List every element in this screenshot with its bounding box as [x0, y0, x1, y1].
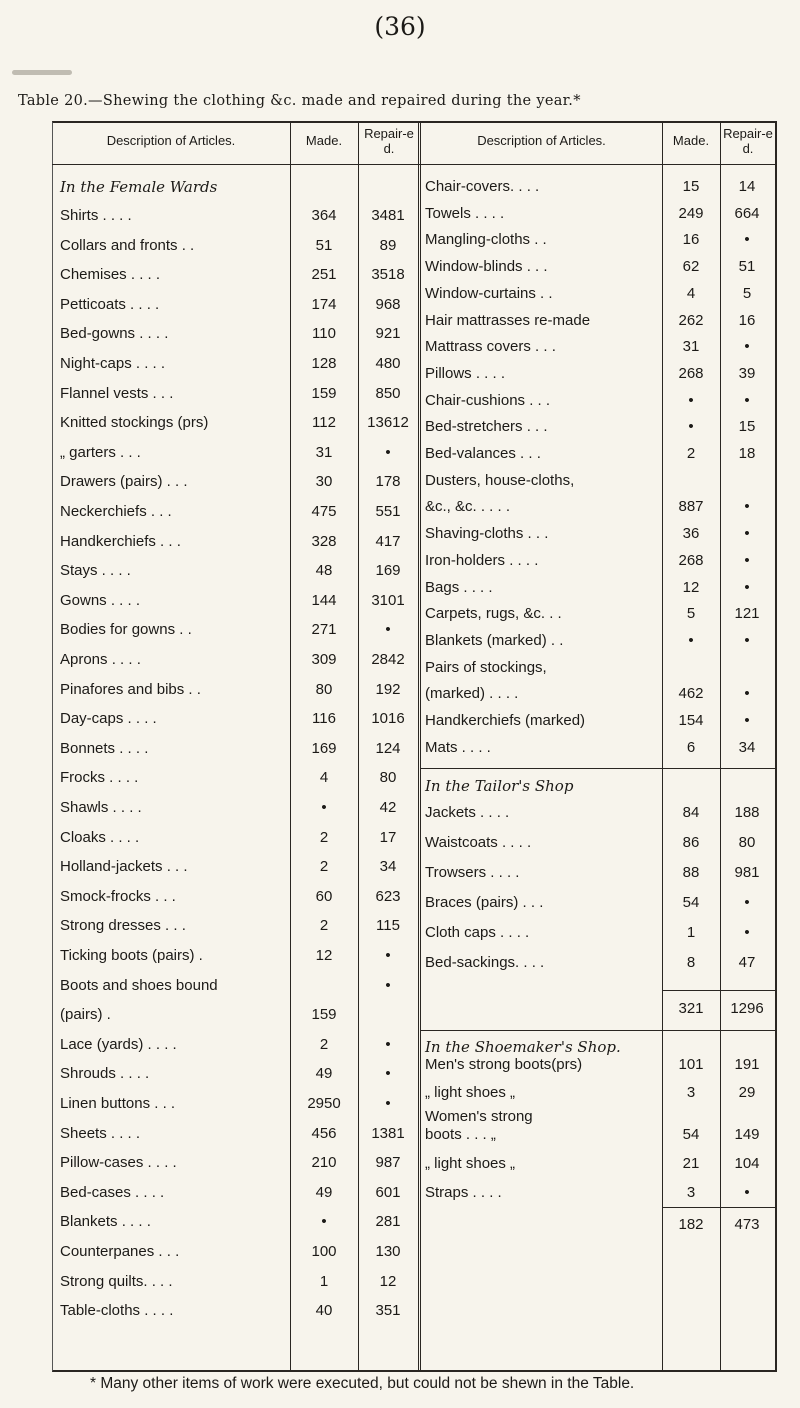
- section-tailor-shop: In the Tailor's Shop: [425, 777, 574, 795]
- article-name: Bed-gowns . . . .: [60, 325, 169, 343]
- repaired-count: 551: [375, 503, 401, 520]
- article-name: Pinafores and bibs . .: [60, 680, 201, 698]
- article-name: Petticoats . . . .: [60, 295, 160, 313]
- made-count: 49: [315, 1065, 333, 1083]
- made-count: 1: [319, 1272, 329, 1290]
- article-name: Frocks . . . .: [60, 769, 139, 787]
- made-count: 80: [315, 680, 333, 698]
- made-count: 40: [315, 1302, 333, 1320]
- page-number: (36): [374, 12, 426, 41]
- article-name: Lace (yards) . . . .: [60, 1035, 177, 1053]
- table-title-prefix: Table 20.—: [18, 93, 103, 109]
- article-name: Flannel vests . . .: [60, 384, 174, 402]
- header-description-left: Description of Articles.: [106, 133, 236, 148]
- repaired-count: 47: [738, 954, 756, 971]
- made-count: 456: [311, 1124, 337, 1142]
- made-count: 60: [315, 887, 333, 905]
- subtotal-rule: [662, 990, 776, 991]
- made-count: 100: [311, 1243, 337, 1260]
- made-count: •: [321, 1213, 327, 1231]
- made-count: 16: [682, 231, 700, 249]
- made-count: 112: [312, 414, 336, 432]
- repaired-count: 188: [734, 804, 760, 821]
- col-divider-center: [418, 121, 421, 1370]
- ink-mark: [12, 70, 72, 75]
- repaired-count: •: [385, 621, 391, 639]
- made-count: 251: [311, 266, 337, 284]
- repaired-count: 12: [379, 1272, 397, 1290]
- article-name: Cloth caps . . . .: [425, 924, 530, 941]
- made-count: 54: [682, 894, 700, 911]
- made-count: 48: [315, 562, 333, 580]
- made-count: 30: [315, 473, 333, 491]
- article-name: Gowns . . . .: [60, 591, 141, 609]
- article-name: &c., &c. . . . .: [425, 498, 511, 516]
- made-count: 154: [678, 712, 704, 729]
- repaired-count: •: [744, 894, 750, 911]
- repaired-count: 1381: [371, 1124, 405, 1142]
- made-count: 2950: [307, 1095, 341, 1112]
- repaired-count: 3481: [371, 207, 405, 224]
- repaired-count: 104: [734, 1155, 760, 1172]
- repaired-count: •: [744, 338, 750, 356]
- made-count: •: [688, 631, 694, 649]
- repaired-count: 121: [734, 605, 760, 623]
- made-count: 86: [682, 834, 700, 851]
- header-description-right: Description of Articles.: [477, 133, 606, 148]
- article-name: Stays . . . .: [60, 562, 131, 580]
- made-count: 101: [678, 1056, 704, 1073]
- repaired-count: 14: [738, 178, 756, 195]
- repaired-count: 921: [375, 325, 401, 343]
- made-count: 144: [311, 591, 337, 609]
- made-count: 309: [311, 651, 337, 668]
- repaired-count: 987: [375, 1154, 401, 1172]
- article-name: Aprons . . . .: [60, 651, 141, 668]
- article-name: Jackets . . . .: [425, 804, 510, 821]
- article-name: Day-caps . . . .: [60, 710, 157, 728]
- made-count: 169: [311, 739, 337, 757]
- header-rule: [52, 164, 776, 165]
- repaired-count: 51: [738, 258, 756, 276]
- article-name: Trowsers . . . .: [425, 864, 520, 881]
- repaired-count: 281: [375, 1213, 401, 1231]
- made-count: 4: [319, 769, 329, 787]
- repaired-count: 16: [738, 311, 756, 329]
- repaired-count: 80: [738, 834, 756, 851]
- made-count: 15: [682, 178, 700, 195]
- repaired-count: •: [744, 578, 750, 596]
- repaired-count: 5: [742, 284, 752, 302]
- made-count: 8: [686, 954, 696, 971]
- article-name: (marked) . . . .: [425, 685, 519, 703]
- article-name: Dusters, house-cloths,: [425, 471, 575, 489]
- repaired-count: 192: [375, 680, 401, 698]
- repaired-count: •: [744, 498, 750, 516]
- made-count: 364: [311, 207, 337, 224]
- article-name: Strong dresses . . .: [60, 917, 186, 935]
- tailor-total-repaired: 1296: [730, 1000, 764, 1017]
- repaired-count: 80: [379, 769, 397, 787]
- repaired-count: 664: [734, 204, 760, 222]
- article-name: Ticking boots (pairs) .: [60, 947, 203, 964]
- repaired-count: •: [385, 976, 391, 994]
- article-name: Women's strong: [425, 1108, 533, 1125]
- made-count: 54: [682, 1126, 700, 1143]
- repaired-count: 124: [375, 739, 401, 757]
- repaired-count: •: [385, 1035, 391, 1053]
- repaired-count: •: [744, 391, 750, 409]
- section-rule: [421, 1030, 776, 1031]
- article-name: Shrouds . . . .: [60, 1065, 150, 1083]
- article-name: Smock-frocks . . .: [60, 887, 176, 905]
- article-name: Straps . . . .: [425, 1184, 502, 1201]
- header-made-left: Made.: [305, 133, 343, 148]
- article-name: Bed-valances . . .: [425, 445, 541, 462]
- repaired-count: 2842: [371, 651, 405, 668]
- repaired-count: 601: [375, 1183, 401, 1201]
- made-count: 88: [682, 864, 700, 881]
- repaired-count: •: [385, 1065, 391, 1083]
- repaired-count: 34: [379, 858, 397, 876]
- made-count: 12: [315, 947, 333, 964]
- made-count: 268: [678, 364, 704, 382]
- made-count: •: [321, 799, 327, 816]
- repaired-count: 3101: [371, 591, 405, 609]
- made-count: 6: [686, 738, 696, 756]
- header-repaired-right: Repair-ed.: [723, 126, 773, 156]
- article-name: Iron-holders . . . .: [425, 551, 539, 569]
- footnote: * Many other items of work were executed, but could not be shewn in the Table.: [90, 1375, 635, 1392]
- article-name: Collars and fronts . .: [60, 236, 195, 254]
- article-name: Handkerchiefs . . .: [60, 532, 181, 550]
- made-count: 262: [678, 311, 704, 329]
- made-count: 462: [678, 685, 704, 703]
- repaired-count: 1016: [371, 710, 405, 728]
- made-count: 3: [686, 1084, 696, 1101]
- made-count: 159: [311, 384, 337, 402]
- article-name: Bonnets . . . .: [60, 739, 149, 757]
- article-name: Pairs of stockings,: [425, 658, 547, 676]
- repaired-count: 115: [376, 917, 400, 935]
- article-name: Window-curtains . .: [425, 284, 553, 302]
- article-name: Counterpanes . . .: [60, 1243, 180, 1260]
- made-count: 2: [686, 445, 696, 462]
- article-name: Sheets . . . .: [60, 1124, 141, 1142]
- repaired-count: 18: [738, 445, 756, 462]
- repaired-count: •: [744, 631, 750, 649]
- article-name: Table-cloths . . . .: [60, 1302, 174, 1320]
- made-count: •: [688, 391, 694, 409]
- article-name: Knitted stockings (prs): [60, 414, 209, 432]
- header-made-right: Made.: [672, 133, 710, 148]
- tailor-total-made: 321: [678, 1000, 704, 1017]
- made-count: 4: [686, 284, 696, 302]
- made-count: 1: [686, 924, 696, 941]
- article-name: Towels . . . .: [425, 204, 505, 222]
- made-count: 174: [311, 295, 337, 313]
- repaired-count: •: [744, 685, 750, 703]
- article-name: (pairs) .: [60, 1006, 111, 1024]
- repaired-count: 351: [375, 1302, 401, 1320]
- made-count: 5: [686, 605, 696, 623]
- article-name: Mangling-cloths . .: [425, 231, 547, 249]
- made-count: 12: [682, 578, 700, 596]
- section-rule: [421, 768, 776, 769]
- made-count: 84: [682, 804, 700, 821]
- subtotal-rule: [662, 1207, 776, 1208]
- repaired-count: •: [744, 924, 750, 941]
- made-count: 887: [678, 498, 704, 516]
- made-count: 31: [682, 338, 700, 356]
- repaired-count: 178: [375, 473, 401, 491]
- made-count: 110: [312, 325, 336, 343]
- repaired-count: 39: [738, 364, 756, 382]
- made-count: 2: [319, 1035, 329, 1053]
- repaired-count: 149: [734, 1126, 760, 1143]
- made-count: 116: [312, 710, 336, 728]
- article-name: Chair-cushions . . .: [425, 391, 551, 409]
- article-name: Pillow-cases . . . .: [60, 1154, 177, 1172]
- article-name: „ light shoes „: [425, 1155, 516, 1172]
- article-name: Chemises . . . .: [60, 266, 161, 284]
- article-name: Braces (pairs) . . .: [425, 894, 544, 911]
- table-title-text: Shewing the clothing &c. made and repaired during the year.*: [102, 93, 581, 109]
- made-count: 210: [311, 1154, 337, 1172]
- repaired-count: •: [744, 1184, 750, 1201]
- article-name: Carpets, rugs, &c. . .: [425, 605, 562, 623]
- article-name: Bed-stretchers . . .: [425, 418, 548, 436]
- repaired-count: 34: [738, 738, 756, 756]
- shoemaker-total-made: 182: [678, 1216, 704, 1233]
- article-name: Shaving-cloths . . .: [425, 525, 549, 543]
- article-name: Mattrass covers . . .: [425, 338, 556, 356]
- article-name: Cloaks . . . .: [60, 828, 140, 846]
- made-count: 2: [319, 917, 329, 935]
- article-name: Window-blinds . . .: [425, 258, 548, 276]
- made-count: •: [688, 418, 694, 436]
- made-count: 36: [682, 525, 700, 543]
- article-name: Night-caps . . . .: [60, 355, 166, 372]
- made-count: 328: [311, 532, 337, 550]
- article-name: Blankets (marked) . .: [425, 631, 564, 649]
- article-name: Shirts . . . .: [60, 207, 132, 224]
- article-name: Chair-covers. . . .: [425, 178, 540, 195]
- repaired-count: •: [385, 947, 391, 964]
- repaired-count: 29: [738, 1084, 756, 1101]
- repaired-count: 169: [375, 562, 401, 580]
- article-name: Holland-jackets . . .: [60, 858, 188, 876]
- section-shoemaker-shop: In the Shoemaker's Shop.: [425, 1038, 621, 1056]
- repaired-count: •: [385, 1095, 391, 1112]
- repaired-count: 17: [379, 828, 397, 846]
- article-name: Linen buttons . . .: [60, 1095, 176, 1112]
- made-count: 62: [682, 258, 700, 276]
- shoemaker-total-repaired: 473: [734, 1216, 760, 1233]
- article-name: Handkerchiefs (marked): [425, 712, 586, 729]
- article-name: Hair mattrasses re-made: [425, 311, 591, 329]
- repaired-count: 42: [379, 799, 397, 816]
- repaired-count: 89: [379, 236, 397, 254]
- article-name: „ light shoes „: [425, 1084, 516, 1101]
- made-count: 268: [678, 551, 704, 569]
- repaired-count: •: [744, 551, 750, 569]
- article-name: Bodies for gowns . .: [60, 621, 192, 639]
- repaired-count: 15: [738, 418, 756, 436]
- made-count: 3: [686, 1184, 696, 1201]
- repaired-count: 3518: [371, 266, 405, 284]
- repaired-count: •: [744, 712, 750, 729]
- article-name: Mats . . . .: [425, 738, 491, 756]
- made-count: 128: [311, 355, 337, 372]
- made-count: 51: [315, 236, 333, 254]
- repaired-count: 850: [375, 384, 401, 402]
- made-count: 159: [311, 1006, 337, 1024]
- repaired-count: 13612: [367, 414, 409, 432]
- made-count: 2: [319, 828, 329, 846]
- repaired-count: 981: [734, 864, 760, 881]
- header-repaired-left: Repair-ed.: [364, 126, 414, 156]
- article-name: Pillows . . . .: [425, 364, 506, 382]
- article-name: Bags . . . .: [425, 578, 493, 596]
- repaired-count: 480: [375, 355, 401, 372]
- repaired-count: 130: [375, 1243, 401, 1260]
- repaired-count: •: [744, 525, 750, 543]
- article-name: Strong quilts. . . .: [60, 1272, 173, 1290]
- article-name: Neckerchiefs . . .: [60, 503, 172, 520]
- made-count: 31: [315, 443, 333, 461]
- repaired-count: •: [385, 443, 391, 461]
- repaired-count: •: [744, 231, 750, 249]
- section-female-wards: In the Female Wards: [60, 178, 218, 196]
- article-name: „ garters . . .: [60, 443, 141, 461]
- article-name: Bed-sackings. . . .: [425, 954, 545, 971]
- article-name: Bed-cases . . . .: [60, 1183, 165, 1201]
- made-count: 21: [682, 1155, 700, 1172]
- made-count: 49: [315, 1183, 333, 1201]
- article-name: Boots and shoes bound: [60, 976, 218, 994]
- table-title: [18, 93, 581, 109]
- made-count: 2: [319, 858, 329, 876]
- repaired-count: 191: [734, 1056, 760, 1073]
- made-count: 475: [311, 503, 337, 520]
- made-count: 249: [678, 204, 704, 222]
- repaired-count: 623: [375, 887, 401, 905]
- made-count: 271: [311, 621, 337, 639]
- article-name: boots . . . „: [425, 1126, 496, 1143]
- article-name: Blankets . . . .: [60, 1213, 151, 1231]
- article-name: Waistcoats . . . .: [425, 834, 532, 851]
- article-name: Shawls . . . .: [60, 799, 142, 816]
- article-name: Men's strong boots(prs): [425, 1056, 583, 1073]
- repaired-count: 968: [375, 295, 401, 313]
- article-name: Drawers (pairs) . . .: [60, 473, 188, 491]
- repaired-count: 417: [375, 532, 401, 550]
